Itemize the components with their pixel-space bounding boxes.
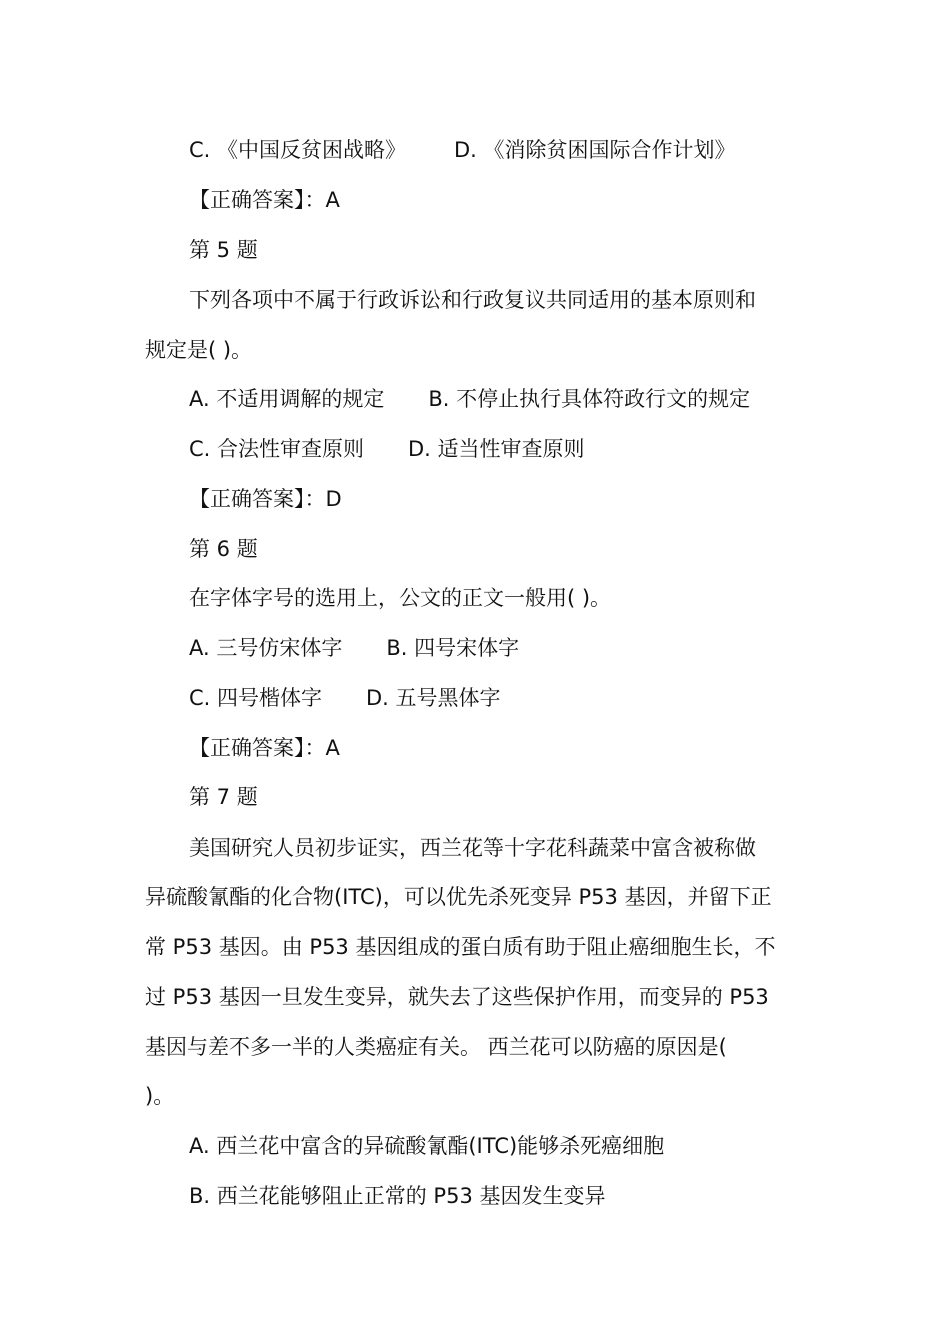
q7-stem-line-5: 基因与差不多一半的人类癌症有关。 西兰花可以防癌的原因是( (145, 1035, 727, 1059)
q6-option-d: D. 五号黑体字 (366, 686, 501, 710)
q4-answer: 【正确答案】：A (189, 188, 340, 212)
q7-option-a: A. 西兰花中富含的异硫酸氰酯(ITC)能够杀死癌细胞 (189, 1134, 665, 1158)
q6-options-cd-row (189, 683, 501, 713)
q4-option-d: D. 《消除贫困国际合作计划》 (454, 138, 736, 162)
q4-options-cd-row (189, 135, 736, 165)
q7-heading: 第 7 题 (189, 785, 258, 809)
q5-stem-line-2: 规定是( )。 (145, 338, 253, 362)
q7-stem-line-1: 美国研究人员初步证实，西兰花等十字花科蔬菜中富含被称做 (189, 836, 756, 860)
q7-stem-line-6: )。 (145, 1084, 175, 1108)
q5-options-cd-row (189, 434, 585, 464)
q7-stem-line-2: 异硫酸氰酯的化合物(ITC)，可以优先杀死变异 P53 基因，并留下正 (145, 885, 772, 909)
q5-options-ab-row (189, 384, 750, 414)
q5-option-d: D. 适当性审查原则 (408, 437, 585, 461)
q6-options-ab-row (189, 633, 519, 663)
q7-stem-line-3: 常 P53 基因。由 P53 基因组成的蛋白质有助于阻止癌细胞生长，不 (145, 935, 776, 959)
q5-option-a: A. 不适用调解的规定 (189, 387, 385, 411)
q5-heading: 第 5 题 (189, 238, 258, 262)
q7-option-b: B. 西兰花能够阻止正常的 P53 基因发生变异 (189, 1184, 606, 1208)
q7-stem-line-4: 过 P53 基因一旦发生变异，就失去了这些保护作用，而变异的 P53 (145, 985, 769, 1009)
q4-option-c: C. 《中国反贫困战略》 (189, 138, 407, 162)
q6-stem-line-1: 在字体字号的选用上，公文的正文一般用( )。 (189, 586, 612, 610)
q6-option-b: B. 四号宋体字 (386, 636, 520, 660)
q5-stem-line-1: 下列各项中不属于行政诉讼和行政复议共同适用的基本原则和 (189, 288, 756, 312)
q5-option-b: B. 不停止执行具体符政行文的规定 (428, 387, 751, 411)
q6-heading: 第 6 题 (189, 537, 258, 561)
q6-answer: 【正确答案】：A (189, 736, 340, 760)
q6-option-a: A. 三号仿宋体字 (189, 636, 343, 660)
q6-option-c: C. 四号楷体字 (189, 686, 323, 710)
q5-option-c: C. 合法性审查原则 (189, 437, 365, 461)
q5-answer: 【正确答案】：D (189, 487, 342, 511)
